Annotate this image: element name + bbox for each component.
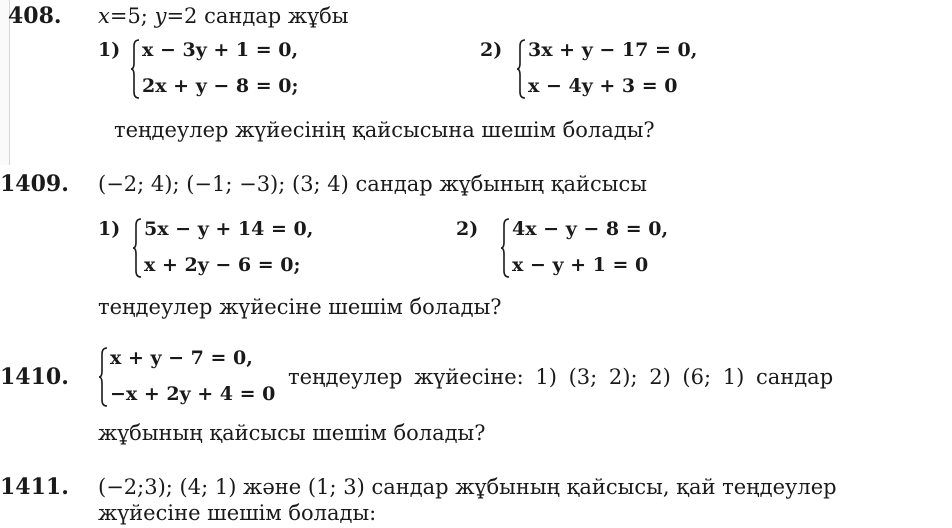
- equation: 2x + y − 8 = 0;: [142, 75, 299, 97]
- system-label: 2): [456, 218, 479, 240]
- problem-question: жұбының қайсысы шешім болады?: [98, 421, 486, 445]
- problem-number: 1410.: [0, 364, 69, 390]
- equation: −x + 2y + 4 = 0: [110, 383, 276, 405]
- problem-number: 1409.: [0, 171, 69, 197]
- equation: 3x + y − 17 = 0,: [528, 39, 698, 61]
- equation: 5x − y + 14 = 0,: [144, 218, 314, 240]
- system-label: 1): [98, 218, 121, 240]
- problem-question: теңдеулер жүйесінің қайсысына шешім болады?: [114, 118, 655, 142]
- system-label: 2): [480, 39, 503, 61]
- left-brace-icon: [132, 217, 142, 279]
- problem-question: жүйесіне шешім болады:: [98, 501, 377, 525]
- system-label: 1): [98, 39, 121, 61]
- intro-part: =2 сандар жұбы: [166, 4, 349, 28]
- left-brace-icon: [516, 38, 526, 100]
- problem-text: теңдеулер жүйесіне: 1) (3; 2); 2) (6; 1) сандар: [288, 365, 834, 389]
- equation: x − 4y + 3 = 0: [528, 75, 678, 97]
- left-brace-icon: [98, 346, 108, 408]
- variable-y: y: [154, 4, 167, 28]
- equation: x + y − 7 = 0,: [110, 347, 253, 369]
- problem-text: (−2;3); (4; 1) және (1; 3) сандар жұбының қайсысы, қай теңдеулер: [98, 475, 837, 499]
- equation: x − y + 1 = 0: [512, 254, 649, 276]
- intro-part: =5;: [109, 4, 155, 28]
- equation: 4x − y − 8 = 0,: [512, 218, 669, 240]
- problem-number: 1411.: [0, 474, 69, 500]
- equation: x + 2y − 6 = 0;: [144, 254, 301, 276]
- problem-intro: (−2; 4); (−1; −3); (3; 4) сандар жұбының қайсысы: [98, 172, 647, 196]
- equation: x − 3y + 1 = 0,: [142, 39, 299, 61]
- variable-x: x: [98, 4, 110, 28]
- problem-intro: [98, 3, 348, 29]
- problem-question: теңдеулер жүйесіне шешім болады?: [98, 295, 502, 319]
- problem-number: 408.: [8, 3, 62, 29]
- left-brace-icon: [500, 217, 510, 279]
- left-brace-icon: [130, 38, 140, 100]
